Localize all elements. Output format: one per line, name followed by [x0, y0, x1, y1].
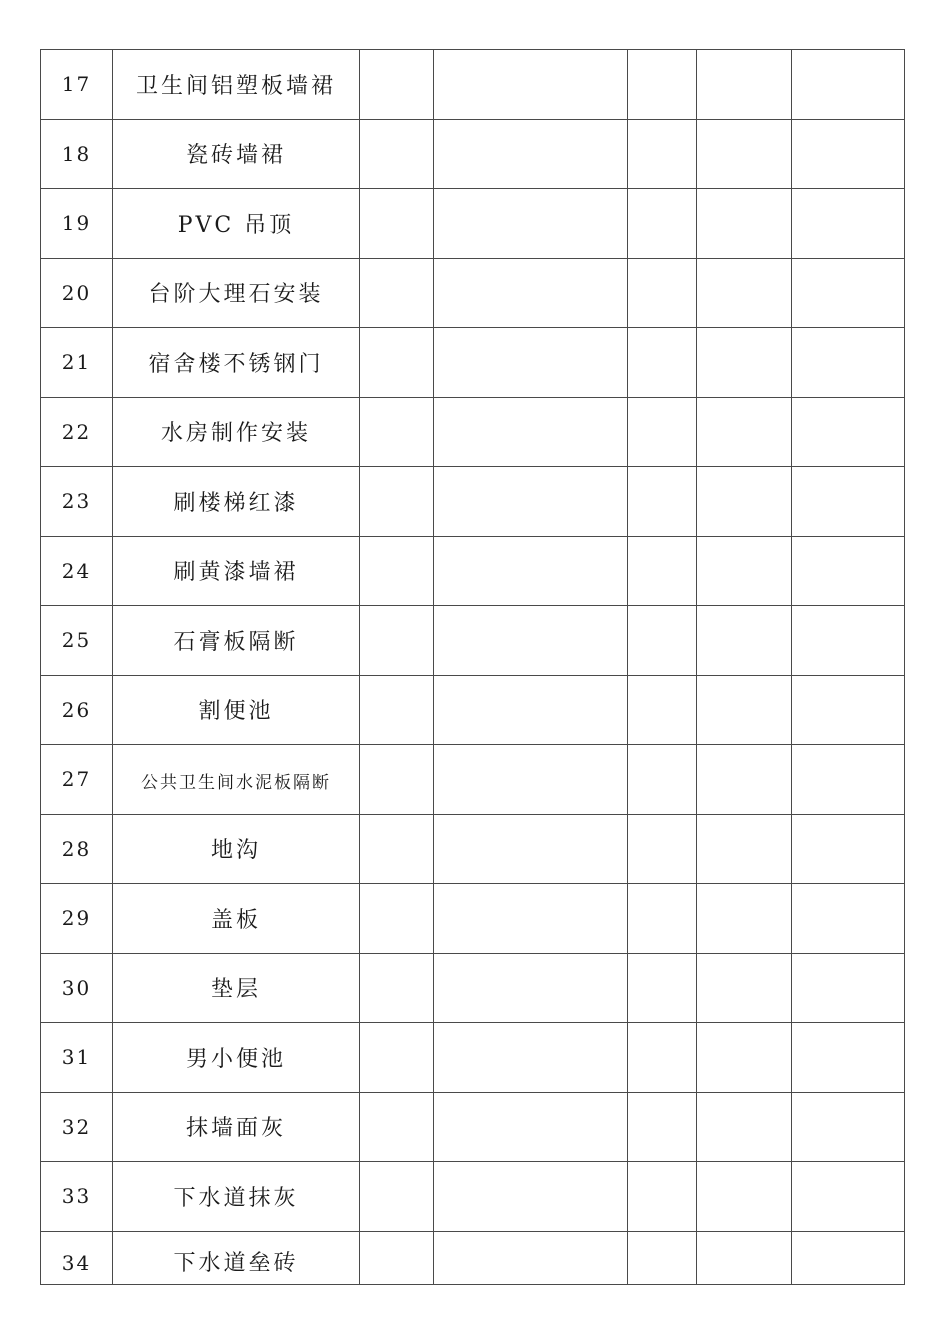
empty-cell	[697, 884, 792, 954]
empty-cell	[792, 397, 905, 467]
item-name: 石膏板隔断	[113, 606, 360, 676]
row-number: 33	[41, 1162, 113, 1232]
empty-cell	[360, 675, 434, 745]
empty-cell	[434, 119, 628, 189]
empty-cell	[792, 258, 905, 328]
item-name: 水房制作安装	[113, 397, 360, 467]
table-row	[41, 884, 905, 954]
empty-cell	[697, 745, 792, 815]
empty-cell	[792, 189, 905, 259]
empty-cell	[434, 1231, 628, 1284]
empty-cell	[434, 536, 628, 606]
empty-cell	[360, 328, 434, 398]
empty-cell	[792, 119, 905, 189]
table-row	[41, 814, 905, 884]
empty-cell	[360, 814, 434, 884]
empty-cell	[434, 1162, 628, 1232]
item-name: 下水道垒砖	[113, 1231, 360, 1284]
empty-cell	[434, 1023, 628, 1093]
work-items-table	[40, 49, 905, 1285]
empty-cell	[628, 953, 697, 1023]
empty-cell	[360, 745, 434, 815]
table-row	[41, 328, 905, 398]
empty-cell	[628, 814, 697, 884]
empty-cell	[360, 189, 434, 259]
empty-cell	[434, 258, 628, 328]
row-number: 26	[41, 675, 113, 745]
item-name: 割便池	[113, 675, 360, 745]
table-row	[41, 745, 905, 815]
item-name: 台阶大理石安装	[113, 258, 360, 328]
empty-cell	[697, 953, 792, 1023]
item-name: 瓷砖墙裙	[113, 119, 360, 189]
row-number: 28	[41, 814, 113, 884]
empty-cell	[792, 536, 905, 606]
empty-cell	[628, 1023, 697, 1093]
table-row	[41, 189, 905, 259]
empty-cell	[792, 745, 905, 815]
empty-cell	[434, 328, 628, 398]
empty-cell	[697, 814, 792, 884]
empty-cell	[697, 1092, 792, 1162]
empty-cell	[360, 536, 434, 606]
row-number: 23	[41, 467, 113, 537]
empty-cell	[697, 397, 792, 467]
empty-cell	[360, 467, 434, 537]
table-row	[41, 1023, 905, 1093]
item-name: 抹墙面灰	[113, 1092, 360, 1162]
empty-cell	[792, 675, 905, 745]
empty-cell	[360, 1162, 434, 1232]
row-number: 20	[41, 258, 113, 328]
empty-cell	[792, 1231, 905, 1284]
item-name: 宿舍楼不锈钢门	[113, 328, 360, 398]
table-row	[41, 953, 905, 1023]
empty-cell	[360, 1092, 434, 1162]
row-number: 17	[41, 50, 113, 120]
empty-cell	[434, 953, 628, 1023]
empty-cell	[628, 1231, 697, 1284]
empty-cell	[792, 953, 905, 1023]
empty-cell	[697, 1023, 792, 1093]
empty-cell	[628, 1162, 697, 1232]
empty-cell	[360, 884, 434, 954]
table-row	[41, 258, 905, 328]
empty-cell	[628, 328, 697, 398]
empty-cell	[434, 397, 628, 467]
empty-cell	[434, 606, 628, 676]
empty-cell	[628, 675, 697, 745]
empty-cell	[697, 675, 792, 745]
empty-cell	[628, 119, 697, 189]
table-row	[41, 675, 905, 745]
empty-cell	[792, 884, 905, 954]
empty-cell	[697, 328, 792, 398]
empty-cell	[792, 606, 905, 676]
empty-cell	[434, 675, 628, 745]
table-row	[41, 1092, 905, 1162]
empty-cell	[697, 1231, 792, 1284]
empty-cell	[360, 397, 434, 467]
empty-cell	[434, 814, 628, 884]
empty-cell	[792, 1162, 905, 1232]
empty-cell	[360, 953, 434, 1023]
empty-cell	[628, 745, 697, 815]
item-name: 刷黄漆墙裙	[113, 536, 360, 606]
item-name: 地沟	[113, 814, 360, 884]
empty-cell	[360, 1023, 434, 1093]
empty-cell	[434, 884, 628, 954]
empty-cell	[697, 536, 792, 606]
item-name: 下水道抹灰	[113, 1162, 360, 1232]
empty-cell	[628, 397, 697, 467]
row-number: 29	[41, 884, 113, 954]
item-name: 男小便池	[113, 1023, 360, 1093]
empty-cell	[628, 606, 697, 676]
item-name: PVC 吊顶	[113, 189, 360, 259]
row-number: 27	[41, 745, 113, 815]
row-number: 25	[41, 606, 113, 676]
empty-cell	[434, 50, 628, 120]
item-name: 垫层	[113, 953, 360, 1023]
empty-cell	[628, 884, 697, 954]
empty-cell	[434, 1092, 628, 1162]
empty-cell	[628, 50, 697, 120]
empty-cell	[792, 328, 905, 398]
empty-cell	[628, 189, 697, 259]
empty-cell	[360, 1231, 434, 1284]
empty-cell	[628, 1092, 697, 1162]
empty-cell	[360, 258, 434, 328]
item-name: 公共卫生间水泥板隔断	[113, 745, 360, 815]
table-row	[41, 536, 905, 606]
row-number: 24	[41, 536, 113, 606]
item-name: 刷楼梯红漆	[113, 467, 360, 537]
empty-cell	[792, 814, 905, 884]
table-row	[41, 50, 905, 120]
empty-cell	[628, 258, 697, 328]
row-number: 32	[41, 1092, 113, 1162]
empty-cell	[697, 189, 792, 259]
empty-cell	[697, 50, 792, 120]
row-number: 34	[41, 1231, 113, 1284]
empty-cell	[628, 536, 697, 606]
empty-cell	[792, 1023, 905, 1093]
table-row	[41, 397, 905, 467]
empty-cell	[697, 1162, 792, 1232]
empty-cell	[792, 50, 905, 120]
row-number: 22	[41, 397, 113, 467]
empty-cell	[792, 467, 905, 537]
empty-cell	[434, 189, 628, 259]
row-number: 18	[41, 119, 113, 189]
table-row	[41, 606, 905, 676]
empty-cell	[697, 606, 792, 676]
empty-cell	[360, 50, 434, 120]
item-name: 卫生间铝塑板墙裙	[113, 50, 360, 120]
row-number: 30	[41, 953, 113, 1023]
empty-cell	[697, 119, 792, 189]
empty-cell	[360, 606, 434, 676]
empty-cell	[792, 1092, 905, 1162]
table-row	[41, 1162, 905, 1232]
table-row	[41, 467, 905, 537]
empty-cell	[434, 745, 628, 815]
row-number: 19	[41, 189, 113, 259]
empty-cell	[697, 467, 792, 537]
empty-cell	[434, 467, 628, 537]
row-number: 31	[41, 1023, 113, 1093]
row-number: 21	[41, 328, 113, 398]
table-row	[41, 119, 905, 189]
table-row	[41, 1231, 905, 1284]
item-name: 盖板	[113, 884, 360, 954]
empty-cell	[628, 467, 697, 537]
empty-cell	[697, 258, 792, 328]
empty-cell	[360, 119, 434, 189]
